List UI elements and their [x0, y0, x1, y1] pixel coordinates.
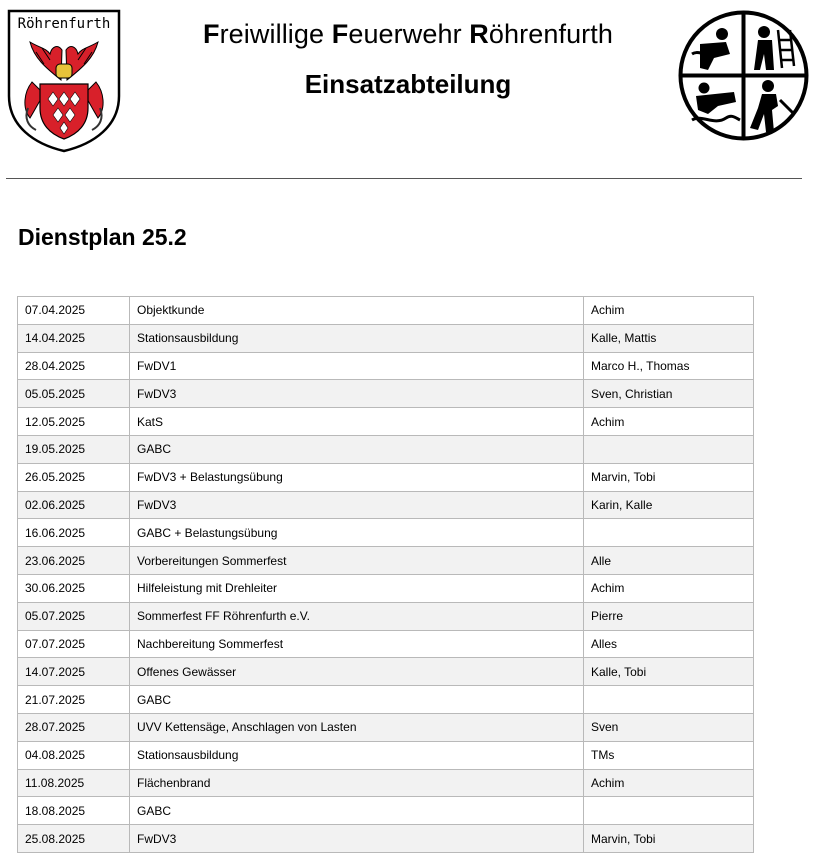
- department-subtitle: Einsatzabteilung: [304, 69, 512, 99]
- schedule-lead: Kalle, Tobi: [584, 658, 754, 686]
- schedule-row: [18, 825, 754, 853]
- schedule-lead: TMs: [584, 741, 754, 769]
- schedule-topic: FwDV1: [130, 352, 584, 380]
- schedule-row: [18, 352, 754, 380]
- schedule-date: 19.05.2025: [18, 435, 130, 463]
- schedule-date: 18.08.2025: [18, 797, 130, 825]
- schedule-row: [18, 435, 754, 463]
- schedule-lead: Achim: [584, 769, 754, 797]
- schedule-row: [18, 713, 754, 741]
- schedule-date: 12.05.2025: [18, 408, 130, 436]
- schedule-topic: GABC: [130, 686, 584, 714]
- schedule-row: [18, 297, 754, 325]
- schedule-topic: Sommerfest FF Röhrenfurth e.V.: [130, 602, 584, 630]
- schedule-lead: [584, 519, 754, 547]
- schedule-date: 14.07.2025: [18, 658, 130, 686]
- schedule-table: [17, 296, 754, 853]
- schedule-topic: FwDV3: [130, 380, 584, 408]
- schedule-date: 07.04.2025: [18, 297, 130, 325]
- schedule-date: 05.05.2025: [18, 380, 130, 408]
- schedule-lead: [584, 797, 754, 825]
- schedule-topic: Stationsausbildung: [130, 324, 584, 352]
- schedule-lead: Marco H., Thomas: [584, 352, 754, 380]
- schedule-topic: Stationsausbildung: [130, 741, 584, 769]
- schedule-row: [18, 519, 754, 547]
- schedule-lead: Kalle, Mattis: [584, 324, 754, 352]
- schedule-date: 26.05.2025: [18, 463, 130, 491]
- schedule-row: [18, 408, 754, 436]
- page-title: Dienstplan 25.2: [18, 224, 187, 250]
- schedule-topic: UVV Kettensäge, Anschlagen von Lasten: [130, 713, 584, 741]
- schedule-topic: FwDV3: [130, 491, 584, 519]
- schedule-date: 11.08.2025: [18, 769, 130, 797]
- schedule-row: [18, 463, 754, 491]
- schedule-row: [18, 324, 754, 352]
- schedule-date: 28.07.2025: [18, 713, 130, 741]
- organization-title: Freiwillige Feuerwehr Röhrenfurth: [203, 19, 613, 49]
- schedule-date: 30.06.2025: [18, 574, 130, 602]
- schedule-lead: Achim: [584, 297, 754, 325]
- schedule-date: 14.04.2025: [18, 324, 130, 352]
- schedule-topic: KatS: [130, 408, 584, 436]
- schedule-row: [18, 769, 754, 797]
- schedule-lead: Alle: [584, 547, 754, 575]
- schedule-lead: Achim: [584, 574, 754, 602]
- schedule-topic: Hilfeleistung mit Drehleiter: [130, 574, 584, 602]
- schedule-date: 05.07.2025: [18, 602, 130, 630]
- schedule-lead: Karin, Kalle: [584, 491, 754, 519]
- schedule-date: 21.07.2025: [18, 686, 130, 714]
- schedule-topic: FwDV3: [130, 825, 584, 853]
- schedule-topic: Objektkunde: [130, 297, 584, 325]
- schedule-date: 25.08.2025: [18, 825, 130, 853]
- schedule-date: 07.07.2025: [18, 630, 130, 658]
- header-divider: [6, 178, 802, 179]
- schedule-row: [18, 547, 754, 575]
- schedule-row: [18, 574, 754, 602]
- schedule-row: [18, 602, 754, 630]
- schedule-lead: [584, 686, 754, 714]
- fire-brigade-emblem: [678, 10, 809, 141]
- schedule-date: 04.08.2025: [18, 741, 130, 769]
- schedule-lead: Sven: [584, 713, 754, 741]
- crest-name: Röhrenfurth: [17, 16, 111, 32]
- schedule-topic: Flächenbrand: [130, 769, 584, 797]
- schedule-date: 16.06.2025: [18, 519, 130, 547]
- schedule-topic: GABC + Belastungsübung: [130, 519, 584, 547]
- schedule-row: [18, 658, 754, 686]
- schedule-date: 28.04.2025: [18, 352, 130, 380]
- schedule-topic: Nachbereitung Sommerfest: [130, 630, 584, 658]
- schedule-topic: GABC: [130, 435, 584, 463]
- schedule-topic: Vorbereitungen Sommerfest: [130, 547, 584, 575]
- schedule-lead: Sven, Christian: [584, 380, 754, 408]
- schedule-topic: FwDV3 + Belastungsübung: [130, 463, 584, 491]
- schedule-row: [18, 491, 754, 519]
- schedule-lead: Alles: [584, 630, 754, 658]
- schedule-lead: Achim: [584, 408, 754, 436]
- coat-of-arms-logo: [6, 8, 122, 154]
- schedule-lead: Pierre: [584, 602, 754, 630]
- schedule-topic: GABC: [130, 797, 584, 825]
- schedule-topic: Offenes Gewässer: [130, 658, 584, 686]
- schedule-date: 02.06.2025: [18, 491, 130, 519]
- schedule-date: 23.06.2025: [18, 547, 130, 575]
- schedule-lead: [584, 435, 754, 463]
- schedule-row: [18, 797, 754, 825]
- schedule-row: [18, 380, 754, 408]
- schedule-lead: Marvin, Tobi: [584, 463, 754, 491]
- schedule-row: [18, 741, 754, 769]
- schedule-row: [18, 630, 754, 658]
- schedule-lead: Marvin, Tobi: [584, 825, 754, 853]
- schedule-row: [18, 686, 754, 714]
